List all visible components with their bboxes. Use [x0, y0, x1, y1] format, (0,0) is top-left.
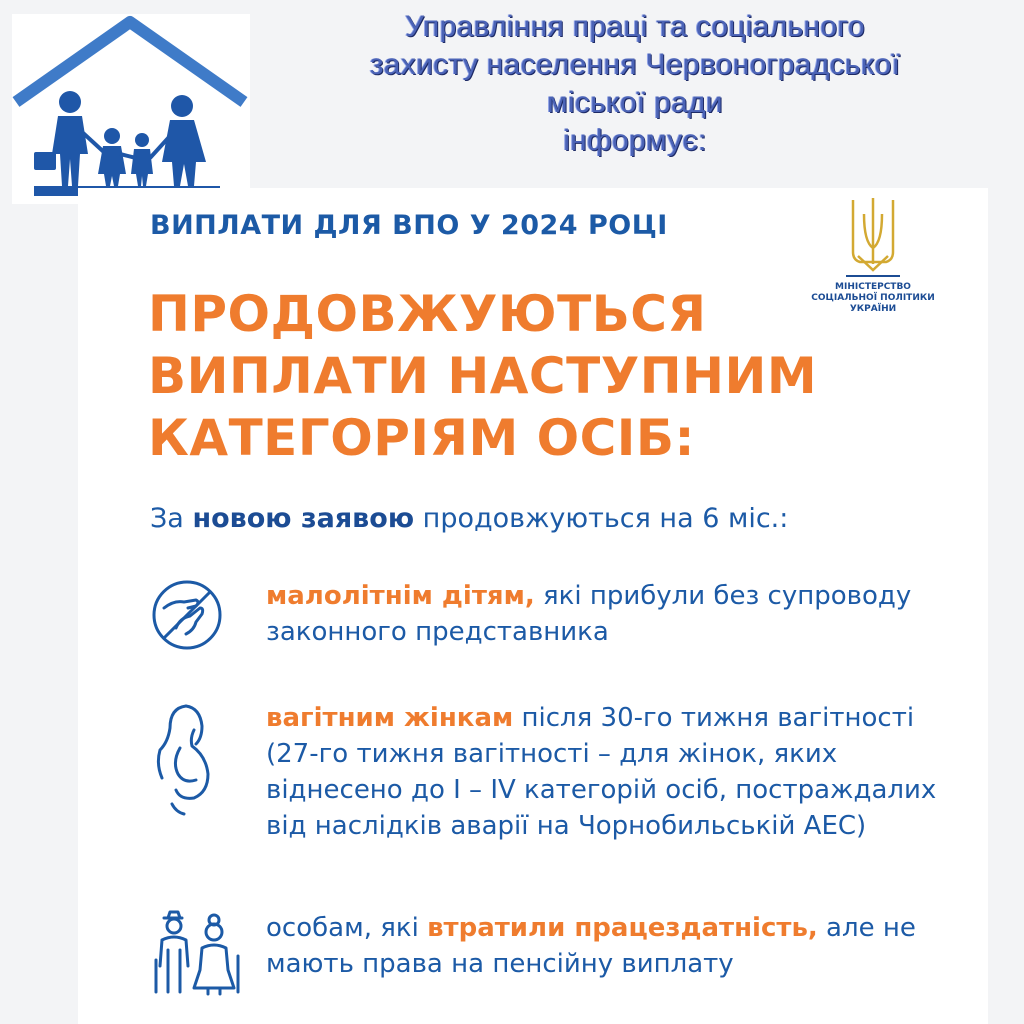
info-card	[78, 188, 988, 1024]
intro-after: продовжуються на 6 міс.:	[414, 503, 789, 534]
header-title	[255, 8, 1015, 160]
intro-text	[150, 503, 788, 534]
top-banner	[0, 0, 1024, 200]
intro-before: За	[150, 503, 193, 534]
header-line: захисту населення Червоноградської	[369, 48, 901, 81]
item-after: які прибули без супроводу законного представника	[266, 581, 912, 647]
headline-line: КАТЕГОРІЯМ ОСІБ:	[148, 409, 696, 467]
item-highlight: вагітним жінкам	[266, 703, 514, 733]
ministry-line: УКРАЇНИ	[849, 304, 897, 314]
pregnant-woman-icon	[150, 700, 224, 822]
card-subtitle: ВИПЛАТИ ДЛЯ ВПО У 2024 РОЦІ	[150, 210, 668, 241]
intro-bold: новою заявою	[192, 503, 415, 534]
ministry-line: СОЦІАЛЬНОЇ ПОЛІТИКИ	[811, 293, 935, 303]
headline-line: ПРОДОВЖУЮТЬСЯ	[148, 285, 707, 343]
item-text	[266, 700, 956, 844]
family-house-icon	[12, 14, 250, 204]
headline	[148, 283, 948, 469]
item-highlight: малолітнім дітям,	[266, 581, 535, 611]
item-before: особам, які	[266, 913, 428, 943]
elderly-couple-icon	[150, 910, 246, 1000]
header-line: інформує:	[563, 124, 707, 157]
header-line: міської ради	[547, 86, 723, 119]
item-text	[266, 910, 956, 982]
item-text	[266, 578, 956, 650]
item-after: але не мають права на пенсійну виплату	[266, 913, 916, 979]
item-after: після 30-го тижня вагітності (27-го тижня вагітності – для жінок, яких віднесено до I – IV категорій осіб, постраждалих від наслідків аварії на Чорнобильській АЕС)	[266, 703, 937, 841]
header-line: Управління праці та соціального	[405, 10, 865, 43]
trident-emblem-icon	[808, 194, 938, 278]
item-highlight: втратили працездатність,	[427, 913, 818, 943]
headline-line: ВИПЛАТИ НАСТУПНИМ	[148, 347, 818, 405]
child-hand-icon	[150, 578, 224, 656]
ministry-line: МІНІСТЕРСТВО	[835, 282, 911, 292]
